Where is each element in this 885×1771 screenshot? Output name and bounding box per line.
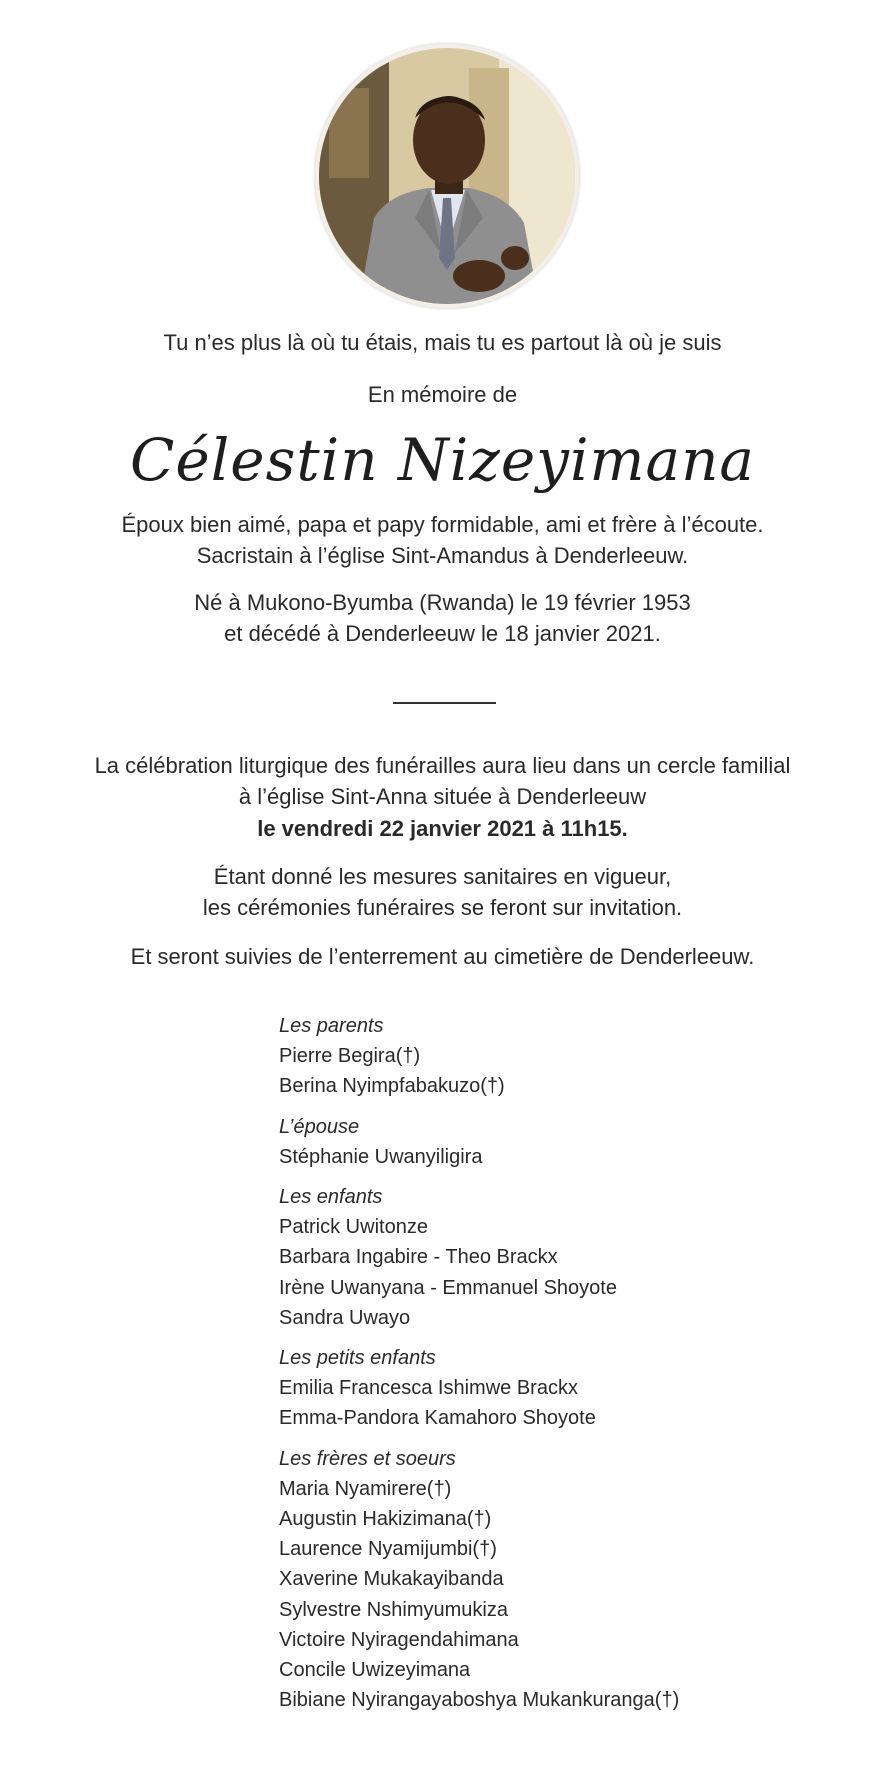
death-date-line: et décédé à Denderleeuw le 18 janvier 2021.: [224, 621, 661, 646]
divider-line: [393, 702, 496, 704]
family-member: Bibiane Nyirangayaboshya Mukankuranga(†): [279, 1689, 680, 1712]
family-member: Stéphanie Uwanyiligira: [279, 1145, 483, 1168]
family-member: Emma-Pandora Kamahoro Shoyote: [279, 1407, 596, 1430]
family-group-title: Les enfants: [279, 1186, 383, 1209]
ceremony-line: La célébration liturgique des funérailles aura lieu dans un cercle familial: [94, 753, 791, 778]
portrait-photo: [315, 44, 579, 308]
family-group-spouse: [279, 1112, 839, 1172]
family-member: Concile Uwizeyimana: [279, 1659, 471, 1682]
quote-text: Tu n’es plus là où tu étais, mais tu es partout là où je suis: [163, 330, 722, 355]
family-member: Augustin Hakizimana(†): [279, 1508, 492, 1531]
family-member: Patrick Uwitonze: [279, 1216, 428, 1239]
portrait-illustration: [319, 48, 575, 304]
family-group-title: Les petits enfants: [279, 1347, 436, 1370]
deceased-name: Célestin Nizeyimana: [130, 426, 755, 494]
description-line: Sacristain à l’église Sint-Amandus à Denderleeuw.: [196, 543, 689, 568]
memory-label: En mémoire de: [367, 382, 518, 407]
family-member: Laurence Nyamijumbi(†): [279, 1538, 497, 1561]
ceremony-line: à l’église Sint-Anna située à Denderleeuw: [238, 784, 647, 809]
family-group-title: L’épouse: [279, 1115, 360, 1138]
family-member: Sandra Uwayo: [279, 1306, 411, 1329]
burial-line: Et seront suivies de l’enterrement au cimetière de Denderleeuw.: [130, 944, 755, 969]
family-group-title: Les parents: [279, 1015, 384, 1037]
family-group-siblings: [279, 1444, 839, 1716]
family-group-children: [279, 1182, 839, 1333]
family-group-parents: [279, 1011, 839, 1102]
sanitary-line: les cérémonies funéraires se feront sur invitation.: [202, 895, 683, 920]
family-member: Emilia Francesca Ishimwe Brackx: [279, 1377, 578, 1400]
birth-date-line: Né à Mukono-Byumba (Rwanda) le 19 février 1953: [194, 590, 691, 615]
family-member: Maria Nyamirere(†): [279, 1477, 452, 1500]
family-member: Xaverine Mukakayibanda: [279, 1568, 504, 1591]
family-group-grandchildren: [279, 1343, 839, 1434]
family-member: Pierre Begira(†): [279, 1045, 421, 1068]
family-member: Irène Uwanyana - Emmanuel Shoyote: [279, 1276, 617, 1299]
sanitary-line: Étant donné les mesures sanitaires en vigueur,: [213, 864, 672, 889]
family-group-title: Les frères et soeurs: [279, 1447, 456, 1470]
family-member: Sylvestre Nshimyumukiza: [279, 1598, 508, 1621]
family-list: [279, 1011, 839, 1725]
family-member: Barbara Ingabire - Theo Brackx: [279, 1246, 558, 1269]
family-member: Berina Nyimpfabakuzo(†): [279, 1075, 505, 1098]
family-member: Victoire Nyiragendahimana: [279, 1628, 519, 1651]
description-line: Époux bien aimé, papa et papy formidable, ami et frère à l’écoute.: [121, 512, 764, 537]
ceremony-date: le vendredi 22 janvier 2021 à 11h15.: [257, 816, 628, 841]
